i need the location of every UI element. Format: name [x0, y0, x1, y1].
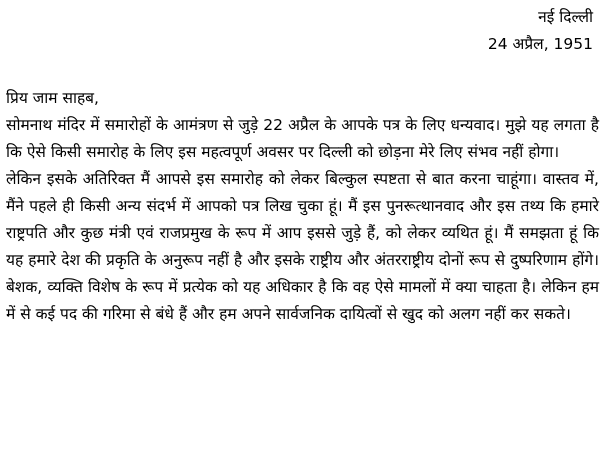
letter-place: नई दिल्ली [538, 8, 593, 26]
letter-paragraph-2: लेकिन इसके अतिरिक्त मैं आपसे इस समारोह को लेकर बिल्कुल स्पष्टता से बात करना चाहूंगा। वास्तव में, मैंने पहले ही किसी अन्य संदर्भ में आपको पत्र लिख चुका हूं। मैं इस पुनरूत्थानवाद और इस तथ्य कि हमारे राष्ट्रपति और कुछ मंत्री एवं राजप्रमुख के रूप में आप इससे जुड़े हैं, को लेकर व्यथित हूं। मैं समझता हूं कि यह हमारे देश की प्रकृति के अनुरूप नहीं है और इसके राष्ट्रीय और अंतरराष्ट्रीय दोनों रूप से दुष्परिणाम होंगे। बेशक, व्यक्ति विशेष के रूप में प्रत्येक को यह अधिकार है कि वह ऐसे मामलों में क्या चाहता है। लेकिन हम में से कई पद की गरिमा से बंधे हैं और हम अपने सार्वजनिक दायित्वों से खुद को अलग नहीं कर सकते। [6, 170, 599, 323]
letter-date: 24 अप्रैल, 1951 [487, 35, 593, 53]
letter-header [6, 4, 599, 58]
letter-salutation: प्रिय जाम साहब, [6, 89, 99, 107]
letter-paragraph-1: सोमनाथ मंदिर में समारोहों के आमंत्रण से जुड़े 22 अप्रैल के आपके पत्र के लिए धन्यवाद। मुझे यह लगता है कि ऐसे किसी समारोह के लिए इस महत्वपूर्ण अवसर पर दिल्ली को छोड़ना मेरे लिए संभव नहीं होगा। [6, 116, 599, 161]
header-spacer [6, 58, 599, 85]
